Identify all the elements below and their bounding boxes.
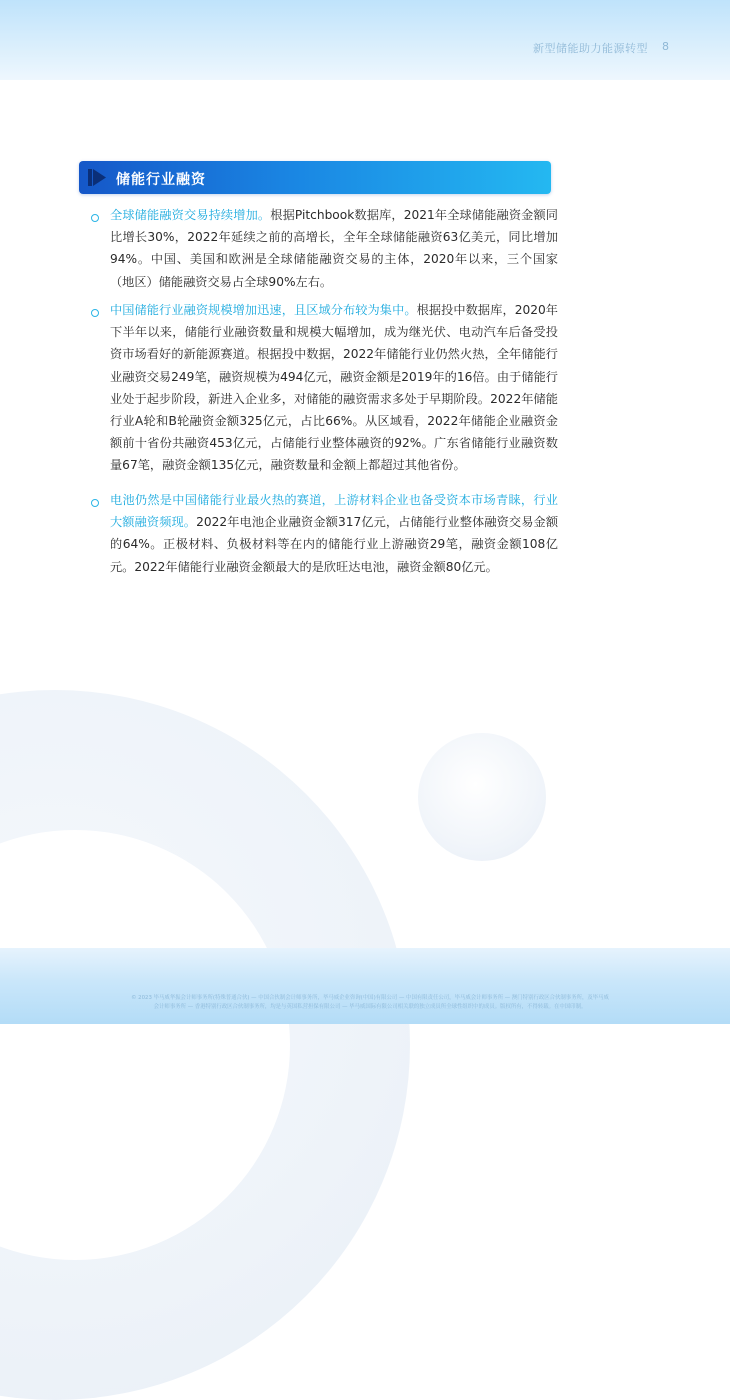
bullet-icon [91,499,99,507]
play-arrow-icon [88,169,106,186]
header-title: 新型储能助力能源转型 [533,42,648,55]
bullet-icon [91,214,99,222]
paragraph-highlight: 电池仍然是中国储能行业最火热的赛道，上游材料企业也备受资本市场青睐，行业大额融资频现。 [110,493,558,530]
footer-line: © 2023 毕马威华振会计师事务所(特殊普通合伙) — 中国合伙制会计师事务所，毕马威企业咨询(中国)有限公司 — 中国有限责任公司，毕马威会计师事务所 — 澳门特别行政区合伙制事务所，及毕马威 [131,995,609,1001]
section-title: 储能行业融资 [116,172,206,188]
bullet-icon [91,309,99,317]
paragraph-china-financing [110,299,558,477]
paragraph-battery-track [110,489,558,578]
paragraph-highlight: 全球储能融资交易持续增加。 [110,208,271,222]
footer-copyright [70,994,670,1012]
decorative-small-circle [418,733,546,861]
footer-line: 会计师事务所 — 香港特别行政区合伙制事务所，均是与英国私营担保有限公司 — 毕马威国际有限公司相关联的独立成员所全球性组织中的成员。版权所有，不得转载。在中国印制。 [153,1004,587,1010]
paragraph-body: 根据Pitchbook数据库，2021年全球储能融资金额同比增长30%，2022年延续之前的高增长，全年全球储能融资63亿美元，同比增加94%。中国、美国和欧洲是全球储能融资交易的主体，2020年以来，三个国家（地区）储能融资交易占全球90%左右。 [110,208,558,289]
paragraph-body: 根据投中数据库，2020年下半年以来，储能行业融资数量和规模大幅增加，成为继光伏、电动汽车后备受投资市场看好的新能源赛道。根据投中数据，2022年储能行业仍然火热，全年储能行业融资交易249笔，融资规模为494亿元，融资金额是2019年的16倍。由于储能行业处于起步阶段，新进入企业多，对储能的融资需求多处于早期阶段。2022年储能行业A轮和B轮融资金额325亿元，占比66%。从区域看，2022年储能企业融资金额前十省份共融资453亿元，占储能行业整体融资的92%。广东省储能行业融资数量67笔，融资金额135亿元，融资数量和金额上都超过其他省份。 [110,303,558,473]
paragraph-highlight: 中国储能行业融资规模增加迅速，且区域分布较为集中。 [110,303,417,317]
section-header [79,161,551,194]
paragraph-global-financing [110,204,558,293]
paragraph-body: 2022年电池企业融资金额317亿元，占储能行业整体融资交易金额的64%。正极材料、负极材料等在内的储能行业上游融资29笔，融资金额108亿元。2022年储能行业融资金额最大的是欣旺达电池，融资金额80亿元。 [110,515,559,574]
page-footer [0,948,730,1024]
page-header [0,0,730,80]
page-number: 8 [662,40,669,53]
